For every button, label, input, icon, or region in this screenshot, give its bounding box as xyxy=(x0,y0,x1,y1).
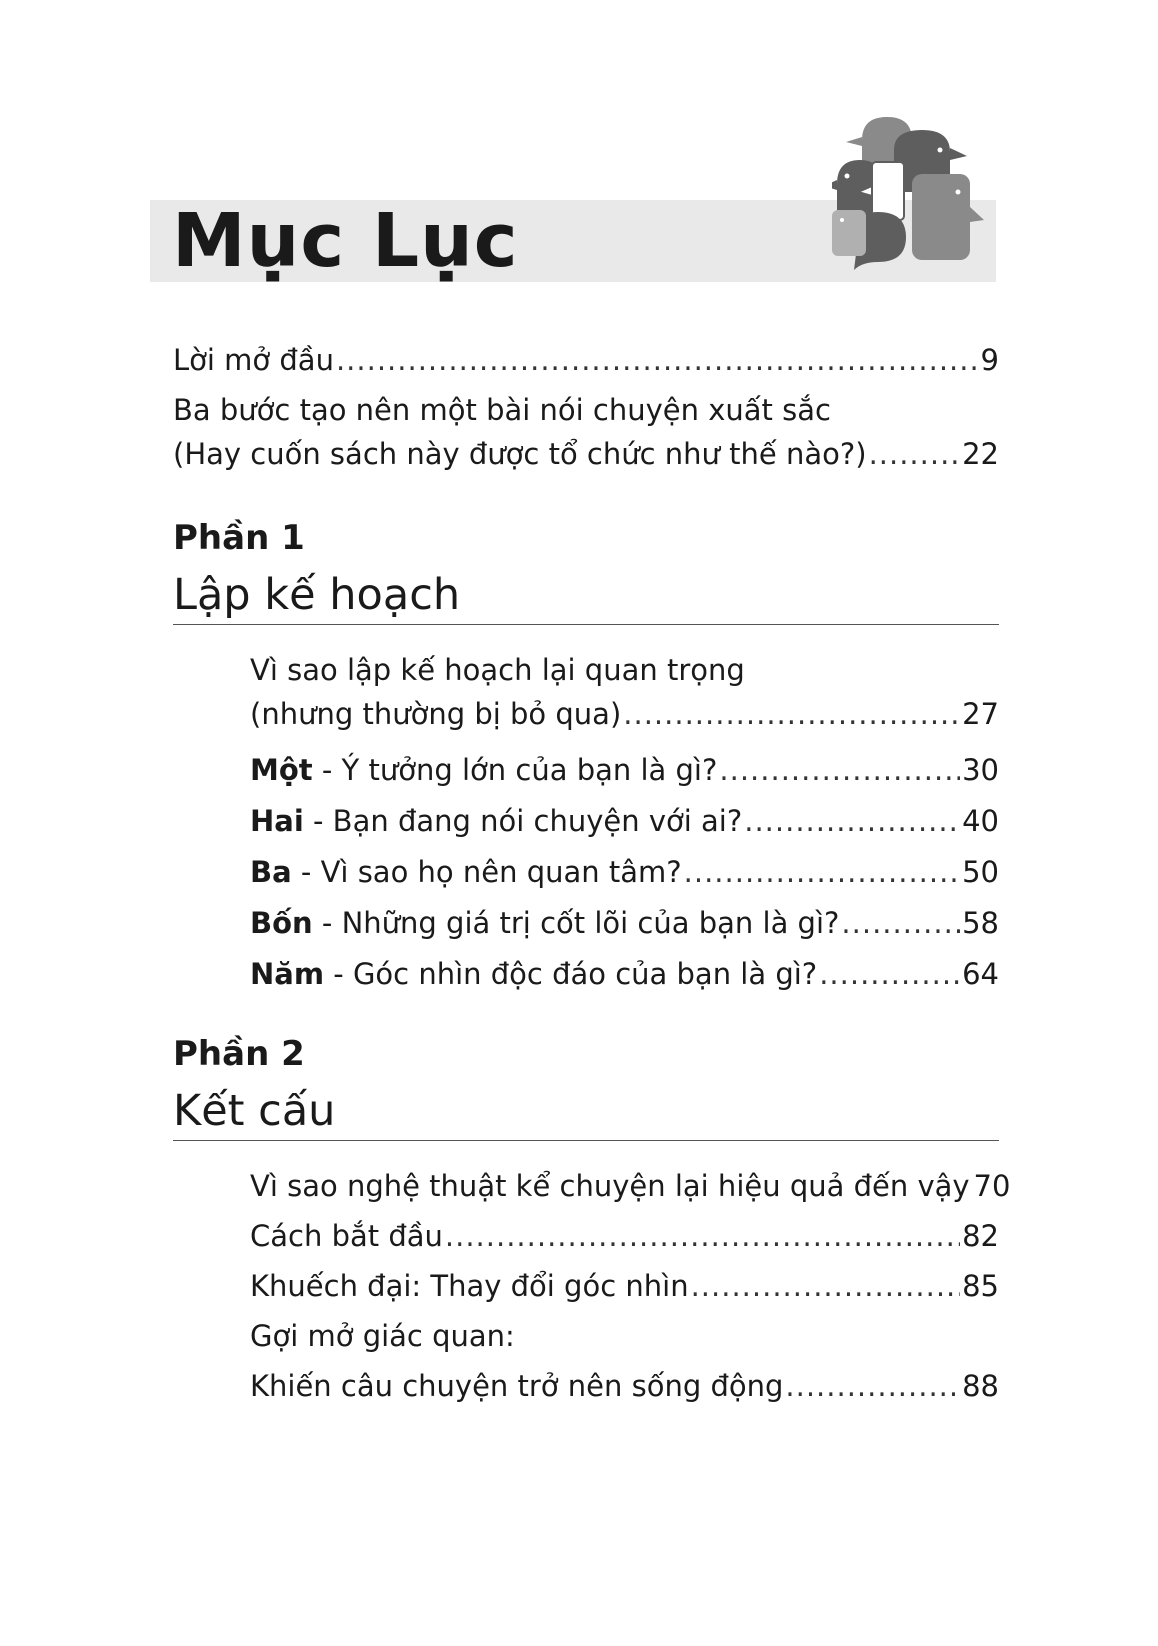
page-number: 85 xyxy=(962,1269,999,1303)
toc-entry[interactable]: Một - Ý tưởng lớn của bạn là gì? ..... 30 xyxy=(250,750,999,790)
page-number: 58 xyxy=(962,906,999,940)
part1-header xyxy=(173,518,999,625)
toc-entry[interactable]: Cách bắt đầu ..... 82 xyxy=(250,1216,999,1256)
intro-section xyxy=(173,340,999,474)
part-title: Kết cấu xyxy=(173,1086,336,1136)
chapter-number: Một xyxy=(250,753,313,787)
divider xyxy=(173,624,999,625)
toc-entry-line1: Ba bước tạo nên một bài nói chuyện xuất sắc xyxy=(173,393,831,427)
divider xyxy=(173,1140,999,1141)
toc-entry[interactable]: Hai - Bạn đang nói chuyện với ai? ..... 40 xyxy=(250,801,999,841)
dot-leader xyxy=(445,1216,960,1256)
chapter-number: Ba xyxy=(250,855,292,889)
toc-entry-line1: Gợi mở giác quan: xyxy=(250,1319,515,1353)
toc-entry[interactable]: Khuếch đại: Thay đổi góc nhìn ..... 85 xyxy=(250,1266,999,1306)
speech-birds-illustration xyxy=(832,112,1012,282)
chapter-number: Bốn xyxy=(250,906,313,940)
page-number: 70 xyxy=(973,1169,1011,1203)
page-number: 9 xyxy=(980,343,999,377)
toc-entry[interactable]: Vì sao nghệ thuật kể chuyện lại hiệu quả đến vậy 70 xyxy=(250,1166,999,1206)
toc-entry[interactable]: (nhưng thường bị bỏ qua) ..... 27 xyxy=(250,694,999,734)
dot-leader xyxy=(819,954,960,994)
chapter-number: Năm xyxy=(250,957,325,991)
page-number: 30 xyxy=(962,753,999,787)
page-number: 22 xyxy=(962,437,999,471)
bird-small-icon xyxy=(832,210,866,256)
toc-entry[interactable]: Ba - Vì sao họ nên quan tâm? ..... 50 xyxy=(250,852,999,892)
page-number: 40 xyxy=(962,804,999,838)
toc-entry[interactable]: Năm - Góc nhìn độc đáo của bạn là gì? ..... 64 xyxy=(250,954,999,994)
page-number: 88 xyxy=(962,1369,999,1403)
toc-entry-line1: Vì sao lập kế hoạch lại quan trọng xyxy=(250,653,745,687)
part1-entries xyxy=(250,650,999,994)
dot-leader xyxy=(623,694,960,734)
dot-leader xyxy=(684,852,960,892)
page-number: 50 xyxy=(962,855,999,889)
page-number: 27 xyxy=(962,697,999,731)
page-title: Mục Lục xyxy=(172,198,519,284)
part-title: Lập kế hoạch xyxy=(173,570,461,620)
part-label: Phần 2 xyxy=(173,1034,305,1074)
dot-leader xyxy=(336,340,979,380)
dot-leader xyxy=(869,434,961,474)
page-number: 64 xyxy=(962,957,999,991)
toc-entry[interactable]: Lời mở đầu ..... 9 xyxy=(173,340,999,380)
part2-header xyxy=(173,1034,999,1141)
toc-entry[interactable]: (Hay cuốn sách này được tổ chức như thế nào?) ..... 22 xyxy=(173,434,999,474)
part2-entries xyxy=(250,1166,1011,1406)
toc-entry[interactable]: Khiến câu chuyện trở nên sống động ..... 88 xyxy=(250,1366,999,1406)
dot-leader xyxy=(691,1266,961,1306)
page-number: 82 xyxy=(962,1219,999,1253)
toc-entry[interactable]: Bốn - Những giá trị cốt lõi của bạn là gì? ..... 58 xyxy=(250,903,999,943)
dot-leader xyxy=(744,801,960,841)
dot-leader xyxy=(785,1366,960,1406)
part-label: Phần 1 xyxy=(173,518,305,558)
dot-leader xyxy=(719,750,960,790)
bird-right-icon xyxy=(912,174,984,260)
chapter-number: Hai xyxy=(250,804,304,838)
dot-leader xyxy=(841,903,960,943)
